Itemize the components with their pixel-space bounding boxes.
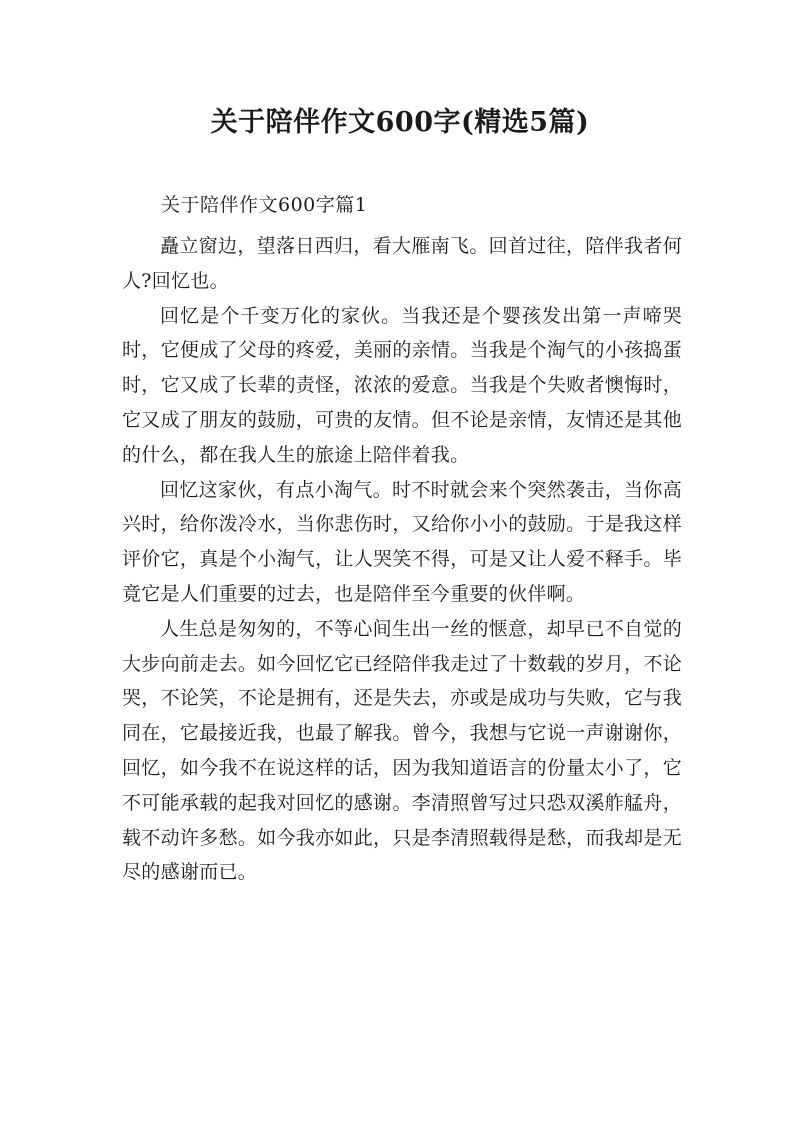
document-body bbox=[122, 229, 682, 890]
paragraph: 人生总是匆匆的，不等心间生出一丝的惬意，却早已不自觉的大步向前走去。如今回忆它已经陪伴我走过了十数载的岁月，不论哭，不论笑，不论是拥有，还是失去，亦或是成功与失败，它与我同在，它最接近我，也最了解我。曾今，我想与它说一声谢谢你，回忆，如今我不在说这样的话，因为我知道语言的份量太小了，它不可能承载的起我对回忆的感谢。李清照曾写过只恐双溪舴艋舟，载不动许多愁。如今我亦如此，只是李清照载得是愁，而我却是无尽的感谢而已。 bbox=[122, 617, 682, 884]
document-title: 关于陪伴作文600字(精选5篇) bbox=[210, 107, 590, 138]
paragraph: 回忆这家伙，有点小淘气。时不时就会来个突然袭击，当你高兴时，给你泼冷水，当你悲伤时，又给你小小的鼓励。于是我这样评价它，真是个小淘气，让人哭笑不得，可是又让人爱不释手。毕竟它是人们重要的过去，也是陪伴至今重要的伙伴啊。 bbox=[122, 478, 682, 605]
paragraph: 矗立窗边，望落日西归，看大雁南飞。回首过往，陪伴我者何人?回忆也。 bbox=[122, 235, 682, 292]
paragraph: 回忆是个千变万化的家伙。当我还是个婴孩发出第一声啼哭时，它便成了父母的疼爱，美丽的亲情。当我是个淘气的小孩捣蛋时，它又成了长辈的责怪，浓浓的爱意。当我是个失败者懊悔时，它又成了朋友的鼓励，可贵的友情。但不论是亲情，友情还是其他的什么，都在我人生的旅途上陪伴着我。 bbox=[122, 304, 682, 466]
section-heading: 关于陪伴作文600字篇1 bbox=[161, 194, 368, 216]
